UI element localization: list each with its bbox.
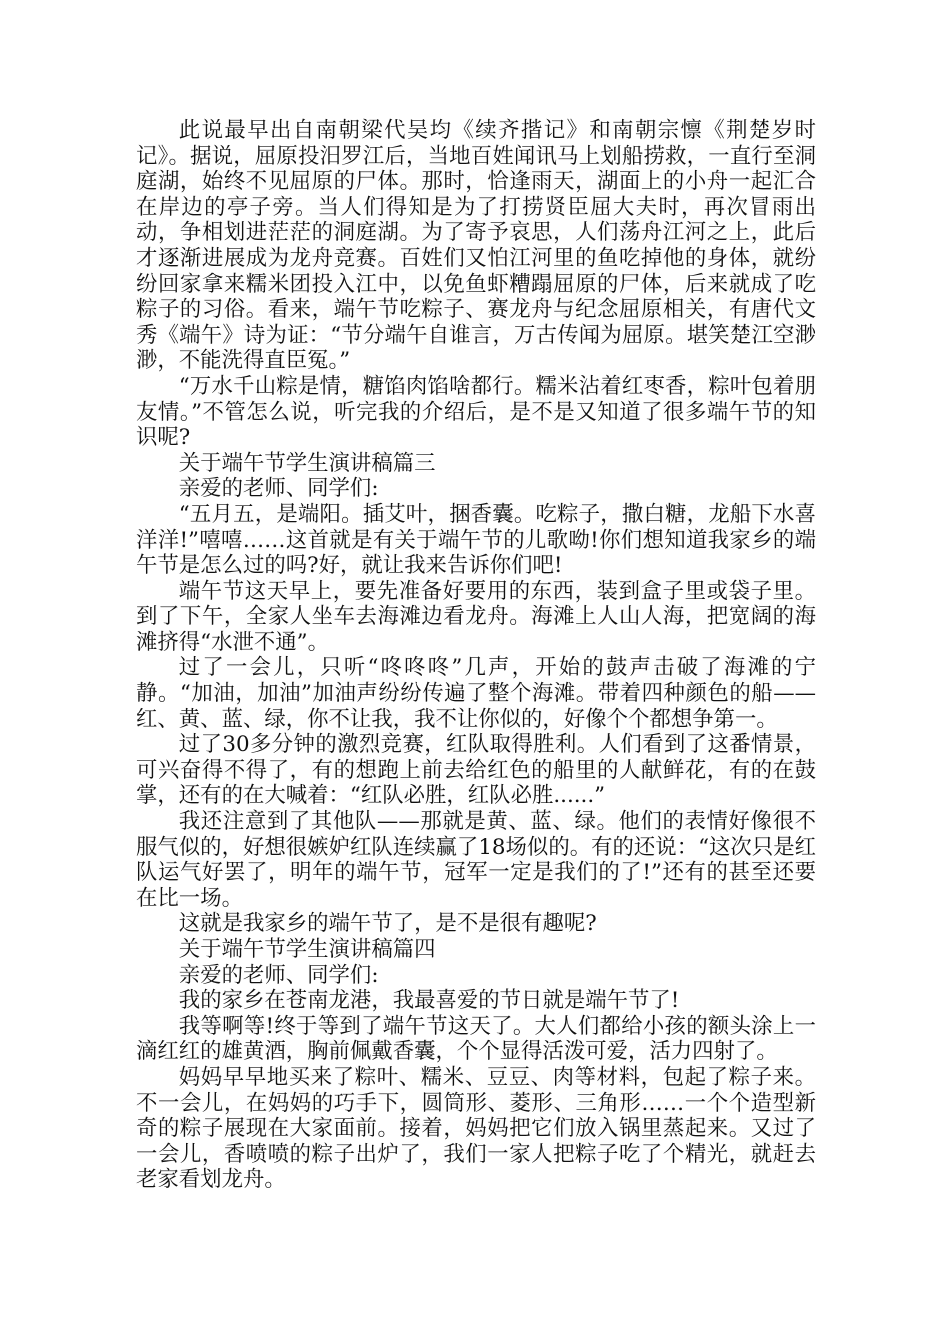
paragraph-victory: 过了30多分钟的激烈竞赛，红队取得胜利。人们看到了这番情景，可兴奋得不得了，有的想跑上前去给红色的船里的人献鲜花，有的在鼓掌，还有的在大喊着：“红队必胜，红队必胜......” — [136, 732, 816, 809]
paragraph-waiting: 我等啊等!终于等到了端午节这天了。大人们都给小孩的额头涂上一滴红红的雄黄酒，胸前佩戴香囊，个个显得活泼可爱，活力四射了。 — [136, 1013, 816, 1065]
paragraph-conclusion: 这就是我家乡的端午节了，是不是很有趣呢? — [178, 911, 597, 937]
paragraph-hometown: 我的家乡在苍南龙港，我最喜爱的节日就是端午节了! — [178, 988, 680, 1014]
section-title-part-three: 关于端午节学生演讲稿篇三 — [178, 450, 436, 476]
paragraph-other-teams: 我还注意到了其他队——那就是黄、蓝、绿。他们的表情好像很不服气似的，好想很嫉妒红队连续赢了18场似的。有的还说：“这次只是红队运气好罢了，明年的端午节，冠军一定是我们的了!”还有的甚至还要在比一场。 — [136, 809, 816, 911]
paragraph-zongzi: 妈妈早早地买来了粽叶、糯米、豆豆、肉等材料，包起了粽子来。不一会儿，在妈妈的巧手下，圆筒形、菱形、三角形……一个个造型新奇的粽子展现在大家面前。接着，妈妈把它们放入锅里蒸起来。又过了一会儿，香喷喷的粽子出炉了，我们一家人把粽子吃了个精光，就赶去老家看划龙舟。 — [136, 1064, 816, 1193]
salutation: 亲爱的老师、同学们: — [178, 962, 379, 988]
section-title-part-four: 关于端午节学生演讲稿篇四 — [178, 937, 436, 962]
paragraph-origin-legend: 此说最早出自南朝梁代吴均《续齐揩记》和南朝宗懔《荆楚岁时记》。据说，屈原投汨罗江后，当地百姓闻讯马上划船捞救，一直行至洞庭湖，始终不见屈原的尸体。那时，恰逢雨天，湖面上的小舟一起汇合在岸边的亭子旁。当人们得知是为了打捞贤臣屈大夫时，再次冒雨出动，争相划进茫茫的洞庭湖。为了寄予哀思，人们荡舟江河之上，此后才逐渐进展成为龙舟竞赛。百姓们又怕江河里的鱼吃掉他的身体，就纷纷回家拿来糯米团投入江中，以免鱼虾糟蹋屈原的尸体，后来就成了吃粽子的习俗。看来，端午节吃粽子、赛龙舟与纪念屈原相关，有唐代文秀《端午》诗为证：“节分端午自谁言，万古传闻为屈原。堪笑楚江空渺渺，不能洗得直臣冤。” — [136, 118, 816, 374]
paragraph-drums: 过了一会儿，只听“咚咚咚”几声，开始的鼓声击破了海滩的宁静。“加油，加油”加油声纷纷传遍了整个海滩。带着四种颜色的船——红、黄、蓝、绿，你不让我，我不让你似的，好像个个都想争第一。 — [136, 655, 816, 732]
document-body — [136, 118, 816, 1193]
paragraph-morning: 端午节这天早上，要先准备好要用的东西，装到盒子里或袋子里。到了下午，全家人坐车去海滩边看龙舟。海滩上人山人海，把宽阔的海滩挤得“水泄不通”。 — [136, 578, 816, 655]
paragraph-song: “五月五，是端阳。插艾叶，捆香囊。吃粽子，撒白糖，龙船下水喜洋洋!”嘻嘻……这首就是有关于端午节的儿歌呦!你们想知道我家乡的端午节是怎么过的吗?好，就让我来告诉你们吧! — [136, 501, 816, 579]
salutation: 亲爱的老师、同学们: — [178, 476, 379, 502]
paragraph-rhyme-closing: “万水千山粽是情，糖馅肉馅啥都行。糯米沾着红枣香，粽叶包着朋友情。”不管怎么说，听完我的介绍后，是不是又知道了很多端午节的知识呢? — [136, 373, 816, 451]
